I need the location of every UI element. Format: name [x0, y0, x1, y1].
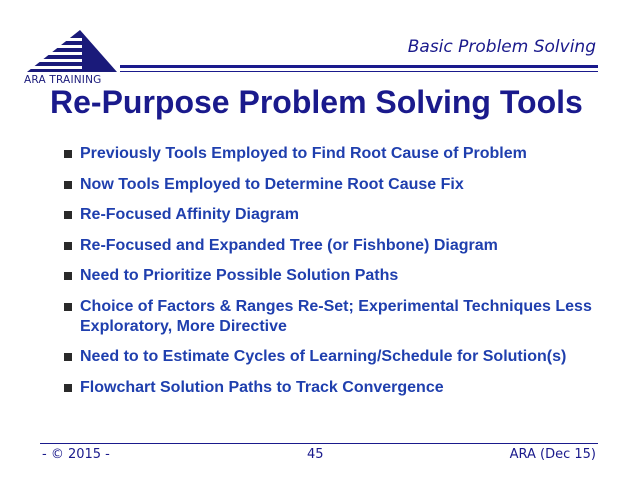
bullet-item: [64, 297, 614, 337]
bullet-text: Now Tools Employed to Determine Root Cause Fix: [80, 175, 464, 193]
bullet-square-icon: [64, 181, 72, 189]
page-number: 45: [307, 447, 324, 462]
bullet-list: [64, 144, 614, 408]
bullet-text: Need to Prioritize Possible Solution Paths: [80, 267, 399, 284]
slide-title: Re-Purpose Problem Solving Tools: [50, 84, 583, 120]
bullet-square-icon: [64, 150, 72, 158]
bullet-square-icon: [64, 211, 72, 219]
bullet-text: Need to to Estimate Cycles of Learning/Schedule for Solution(s): [80, 348, 567, 365]
bullet-text: Re-Focused and Expanded Tree (or Fishbone) Diagram: [80, 236, 498, 254]
bullet-item: [64, 144, 614, 164]
bullet-text: Previously Tools Employed to Find Root Cause of Problem: [80, 145, 527, 162]
bullet-square-icon: [64, 384, 72, 392]
footer-copyright: - © 2015 -: [42, 447, 110, 462]
bullet-square-icon: [64, 272, 72, 280]
bullet-text: Choice of Factors & Ranges Re-Set; Experimental Techniques Less Exploratory, More Directive: [80, 297, 592, 335]
bullet-text: Flowchart Solution Paths to Track Convergence: [80, 378, 444, 396]
bullet-item: [64, 266, 614, 286]
header-rule: [120, 65, 598, 68]
bullet-item: [64, 175, 614, 195]
header-subtitle: Basic Problem Solving: [407, 37, 596, 57]
bullet-square-icon: [64, 353, 72, 361]
bullet-item: [64, 236, 614, 256]
bullet-text: Re-Focused Affinity Diagram: [80, 206, 299, 223]
header-rule-thin: [120, 71, 598, 72]
bullet-item: [64, 205, 614, 225]
bullet-item: [64, 378, 614, 398]
footer-rule: [40, 443, 598, 444]
bullet-square-icon: [64, 303, 72, 311]
bullet-item: [64, 347, 614, 367]
footer-date: ARA (Dec 15): [509, 447, 596, 462]
bullet-square-icon: [64, 242, 72, 250]
logo-text: ARA TRAINING: [24, 74, 102, 86]
